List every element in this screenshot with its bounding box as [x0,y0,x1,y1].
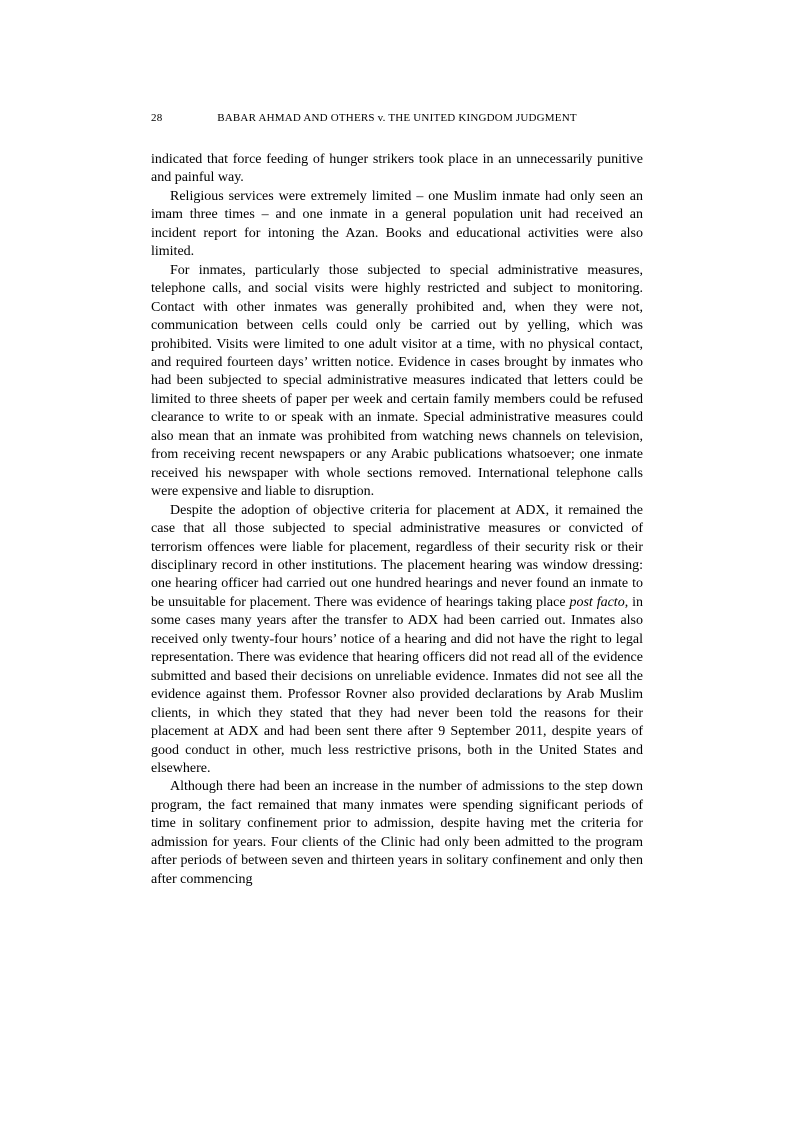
page-body [151,151,643,889]
paragraph-step-down-program: Although there had been an increase in the number of admissions to the step down program, the fact remained that many inmates were spending significant periods of time in solitary confinement prior to admission, despite having met the criteria for admission for years. Four clients of the Clinic had only been admitted to the program after periods of between seven and thirteen years in solitary confinement and only then after commencing [151,779,643,887]
paragraph-adx-placement [151,502,643,779]
paragraph-text-segment: , in some cases many years after the transfer to ADX had been carried out. Inmates also received only twenty-four hours’ notice of a hearing and did not have the right to legal representation. There was evidence that hearing officers did not read all of the evidence submitted and based their decisions on unreliable evidence. Inmates did not see all the evidence against them. Professor Rovner also provided declarations by Arab Muslim clients, in which they stated that they had never been told the reasons for their placement at ADX and had been sent there after 9 September 2011, despite years of good conduct in other, much less restrictive prisons, both in the United States and elsewhere. [151,594,643,776]
page-number: 28 [151,112,163,124]
paragraph-force-feeding-continuation: indicated that force feeding of hunger strikers took place in an unnecessarily punitive and painful way. [151,152,643,186]
page-header [151,112,643,124]
running-header-title: BABAR AHMAD AND OTHERS v. THE UNITED KINGDOM JUDGMENT [217,112,577,124]
italic-phrase-post-facto: post facto [569,594,625,610]
paragraph-special-administrative-measures: For inmates, particularly those subjected to special administrative measures, telephone calls, and social visits were highly restricted and subject to monitoring. Contact with other inmates was generally prohibited and, when they were not, communication between cells could only be carried out by yelling, which was prohibited. Visits were limited to one adult visitor at a time, with no physical contact, and required fourteen days’ written notice. Evidence in cases brought by inmates who had been subjected to special administrative measures indicated that letters could be limited to three sheets of paper per week and certain family members could be refused clearance to write to or speak with an inmate. Special administrative measures could also mean that an inmate was prohibited from watching news channels on television, from receiving recent newspapers or any Arabic publications whatsoever; one inmate received his newspaper with whole sections removed. International telephone calls were expensive and liable to disruption. [151,262,643,500]
paragraph-religious-services: Religious services were extremely limited – one Muslim inmate had only seen an imam three times – and one inmate in a general population unit had received an incident report for intoning the Azan. Books and educational activities were also limited. [151,188,643,260]
paragraph-text-segment: Despite the adoption of objective criteria for placement at ADX, it remained the case that all those subjected to special administrative measures or convicted of terrorism offences were liable for placement, regardless of their security risk or their disciplinary record in other institutions. The placement hearing was window dressing: one hearing officer had carried out one hundred hearings and never found an inmate to be unsuitable for placement. There was evidence of hearings taking place [151,502,643,610]
